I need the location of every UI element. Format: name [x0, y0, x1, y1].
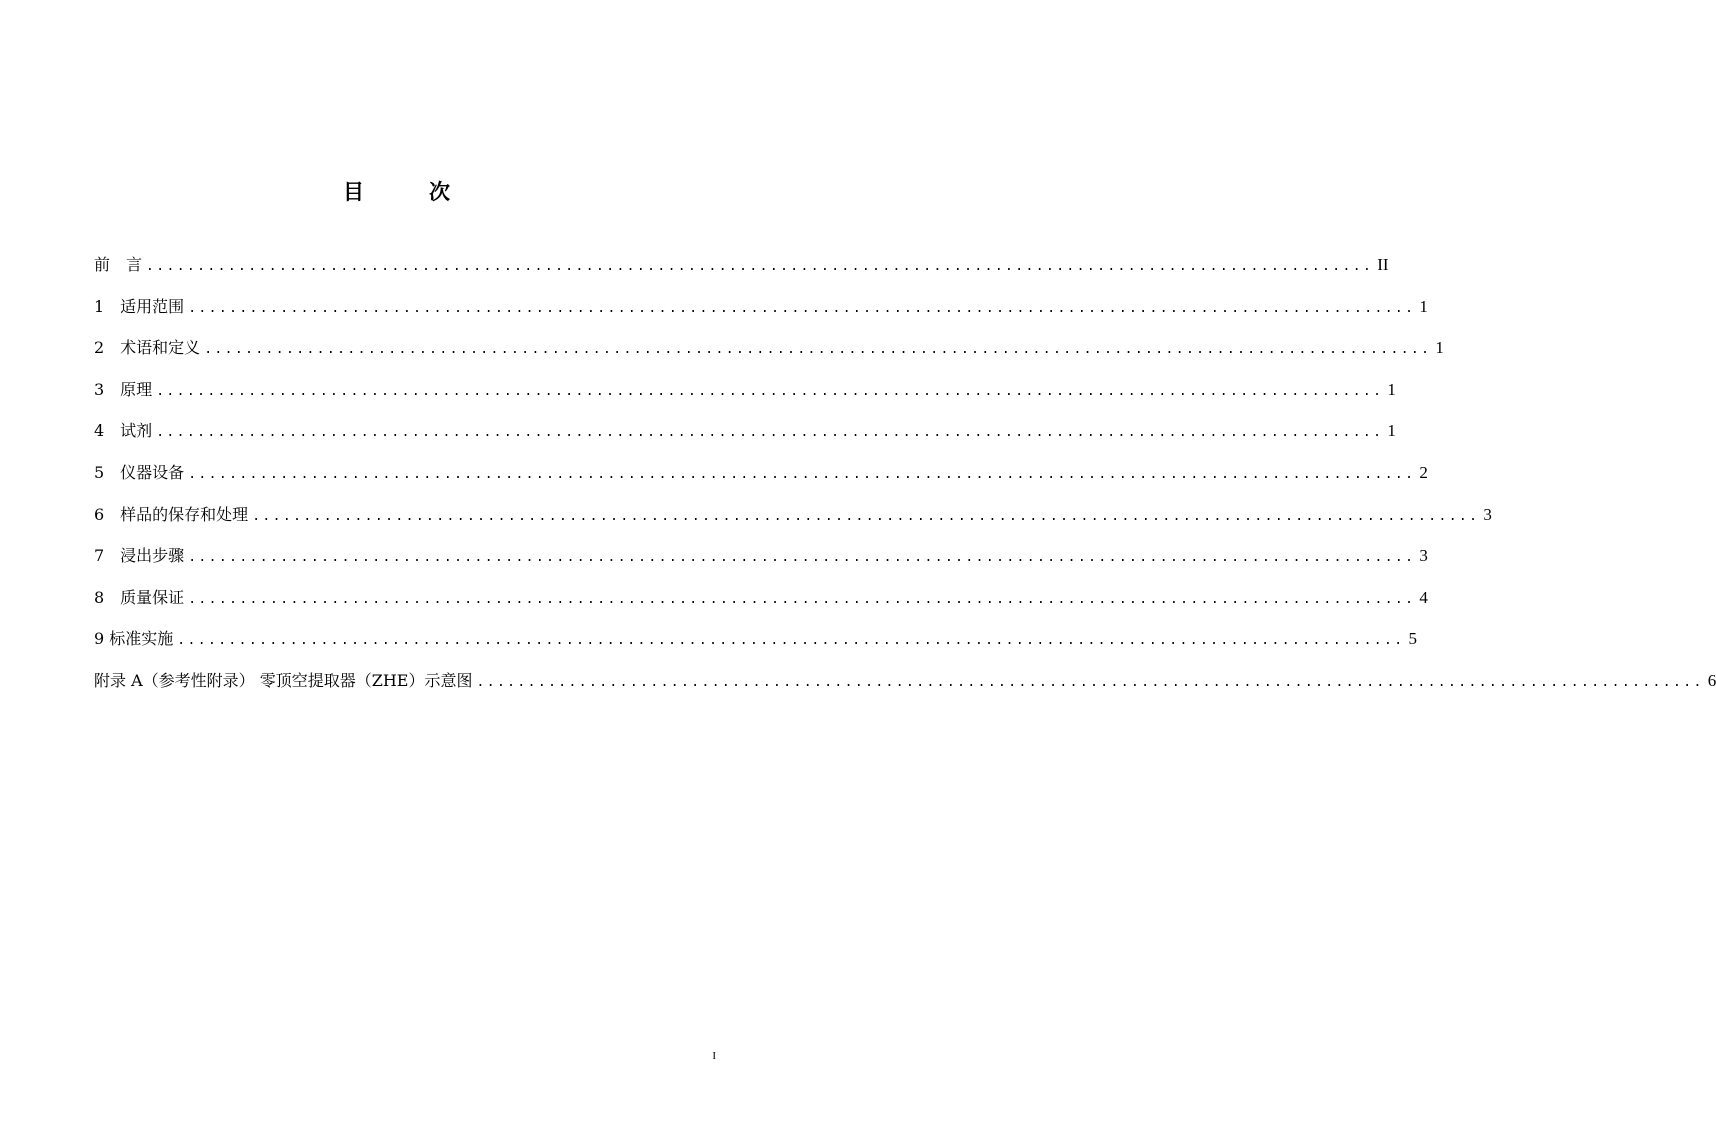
toc-entry-page: 5 — [1408, 629, 1417, 649]
toc-entry-label: 4 试剂 — [94, 421, 153, 441]
toc-entry-page: 6 — [1707, 670, 1716, 690]
toc-entry-reagents[interactable] — [94, 418, 1396, 460]
toc-entry-sample-handling[interactable] — [94, 502, 1492, 544]
toc-entry-page: 1 — [1435, 338, 1444, 358]
dot-leader: ........................................................................................................................ — [156, 383, 1384, 399]
toc-entry-page: 1 — [1387, 379, 1396, 399]
toc-entry-leaching-steps[interactable] — [94, 543, 1428, 585]
toc-entry-label: 7 浸出步骤 — [94, 546, 185, 566]
footer-page-number: I — [712, 1050, 716, 1062]
toc-entry-label: 9 标准实施 — [94, 629, 174, 649]
toc-entry-page: 3 — [1483, 504, 1492, 524]
dot-leader: ........................................................................................................................ — [146, 259, 1374, 274]
toc-entry-page: 2 — [1419, 462, 1428, 482]
toc-entry-quality-assurance[interactable] — [94, 585, 1428, 627]
dot-leader: ........................................................................................................................ — [252, 508, 1480, 524]
toc-entry-label: 8 质量保证 — [94, 587, 185, 607]
toc-entry-label: 2 术语和定义 — [94, 338, 201, 358]
dot-leader: ........................................................................................................................ — [188, 550, 1416, 566]
dot-leader: ........................................................................................................................ — [476, 674, 1704, 690]
toc-entry-label: 附录 A（参考性附录） 零顶空提取器（ZHE）示意图 — [94, 670, 473, 690]
toc-entry-terms[interactable] — [94, 335, 1444, 377]
toc-entry-label: 1 适用范围 — [94, 296, 185, 316]
toc-entry-principle[interactable] — [94, 377, 1396, 419]
dot-leader: ........................................................................................................................ — [177, 633, 1405, 649]
table-of-contents — [94, 252, 1716, 710]
toc-entry-page: 4 — [1419, 587, 1428, 607]
toc-entry-appendix-a[interactable] — [94, 668, 1716, 710]
toc-entry-page: II — [1377, 255, 1389, 274]
toc-entry-implementation[interactable] — [94, 626, 1417, 668]
dot-leader: ........................................................................................................................ — [204, 342, 1432, 358]
toc-entry-apparatus[interactable] — [94, 460, 1428, 502]
toc-entry-scope[interactable] — [94, 294, 1428, 336]
toc-entry-label: 前 言 — [94, 255, 143, 274]
toc-entry-page: 1 — [1419, 296, 1428, 316]
toc-entry-page: 1 — [1387, 421, 1396, 441]
toc-entry-label: 6 样品的保存和处理 — [94, 504, 249, 524]
dot-leader: ........................................................................................................................ — [188, 466, 1416, 482]
dot-leader: ........................................................................................................................ — [188, 591, 1416, 607]
toc-entry-label: 3 原理 — [94, 379, 153, 399]
dot-leader: ........................................................................................................................ — [188, 300, 1416, 316]
toc-entry-preface[interactable] — [94, 252, 1389, 294]
page-title: 目 次 — [343, 180, 472, 204]
dot-leader: ........................................................................................................................ — [156, 425, 1384, 441]
toc-entry-label: 5 仪器设备 — [94, 462, 185, 482]
toc-entry-page: 3 — [1419, 546, 1428, 566]
